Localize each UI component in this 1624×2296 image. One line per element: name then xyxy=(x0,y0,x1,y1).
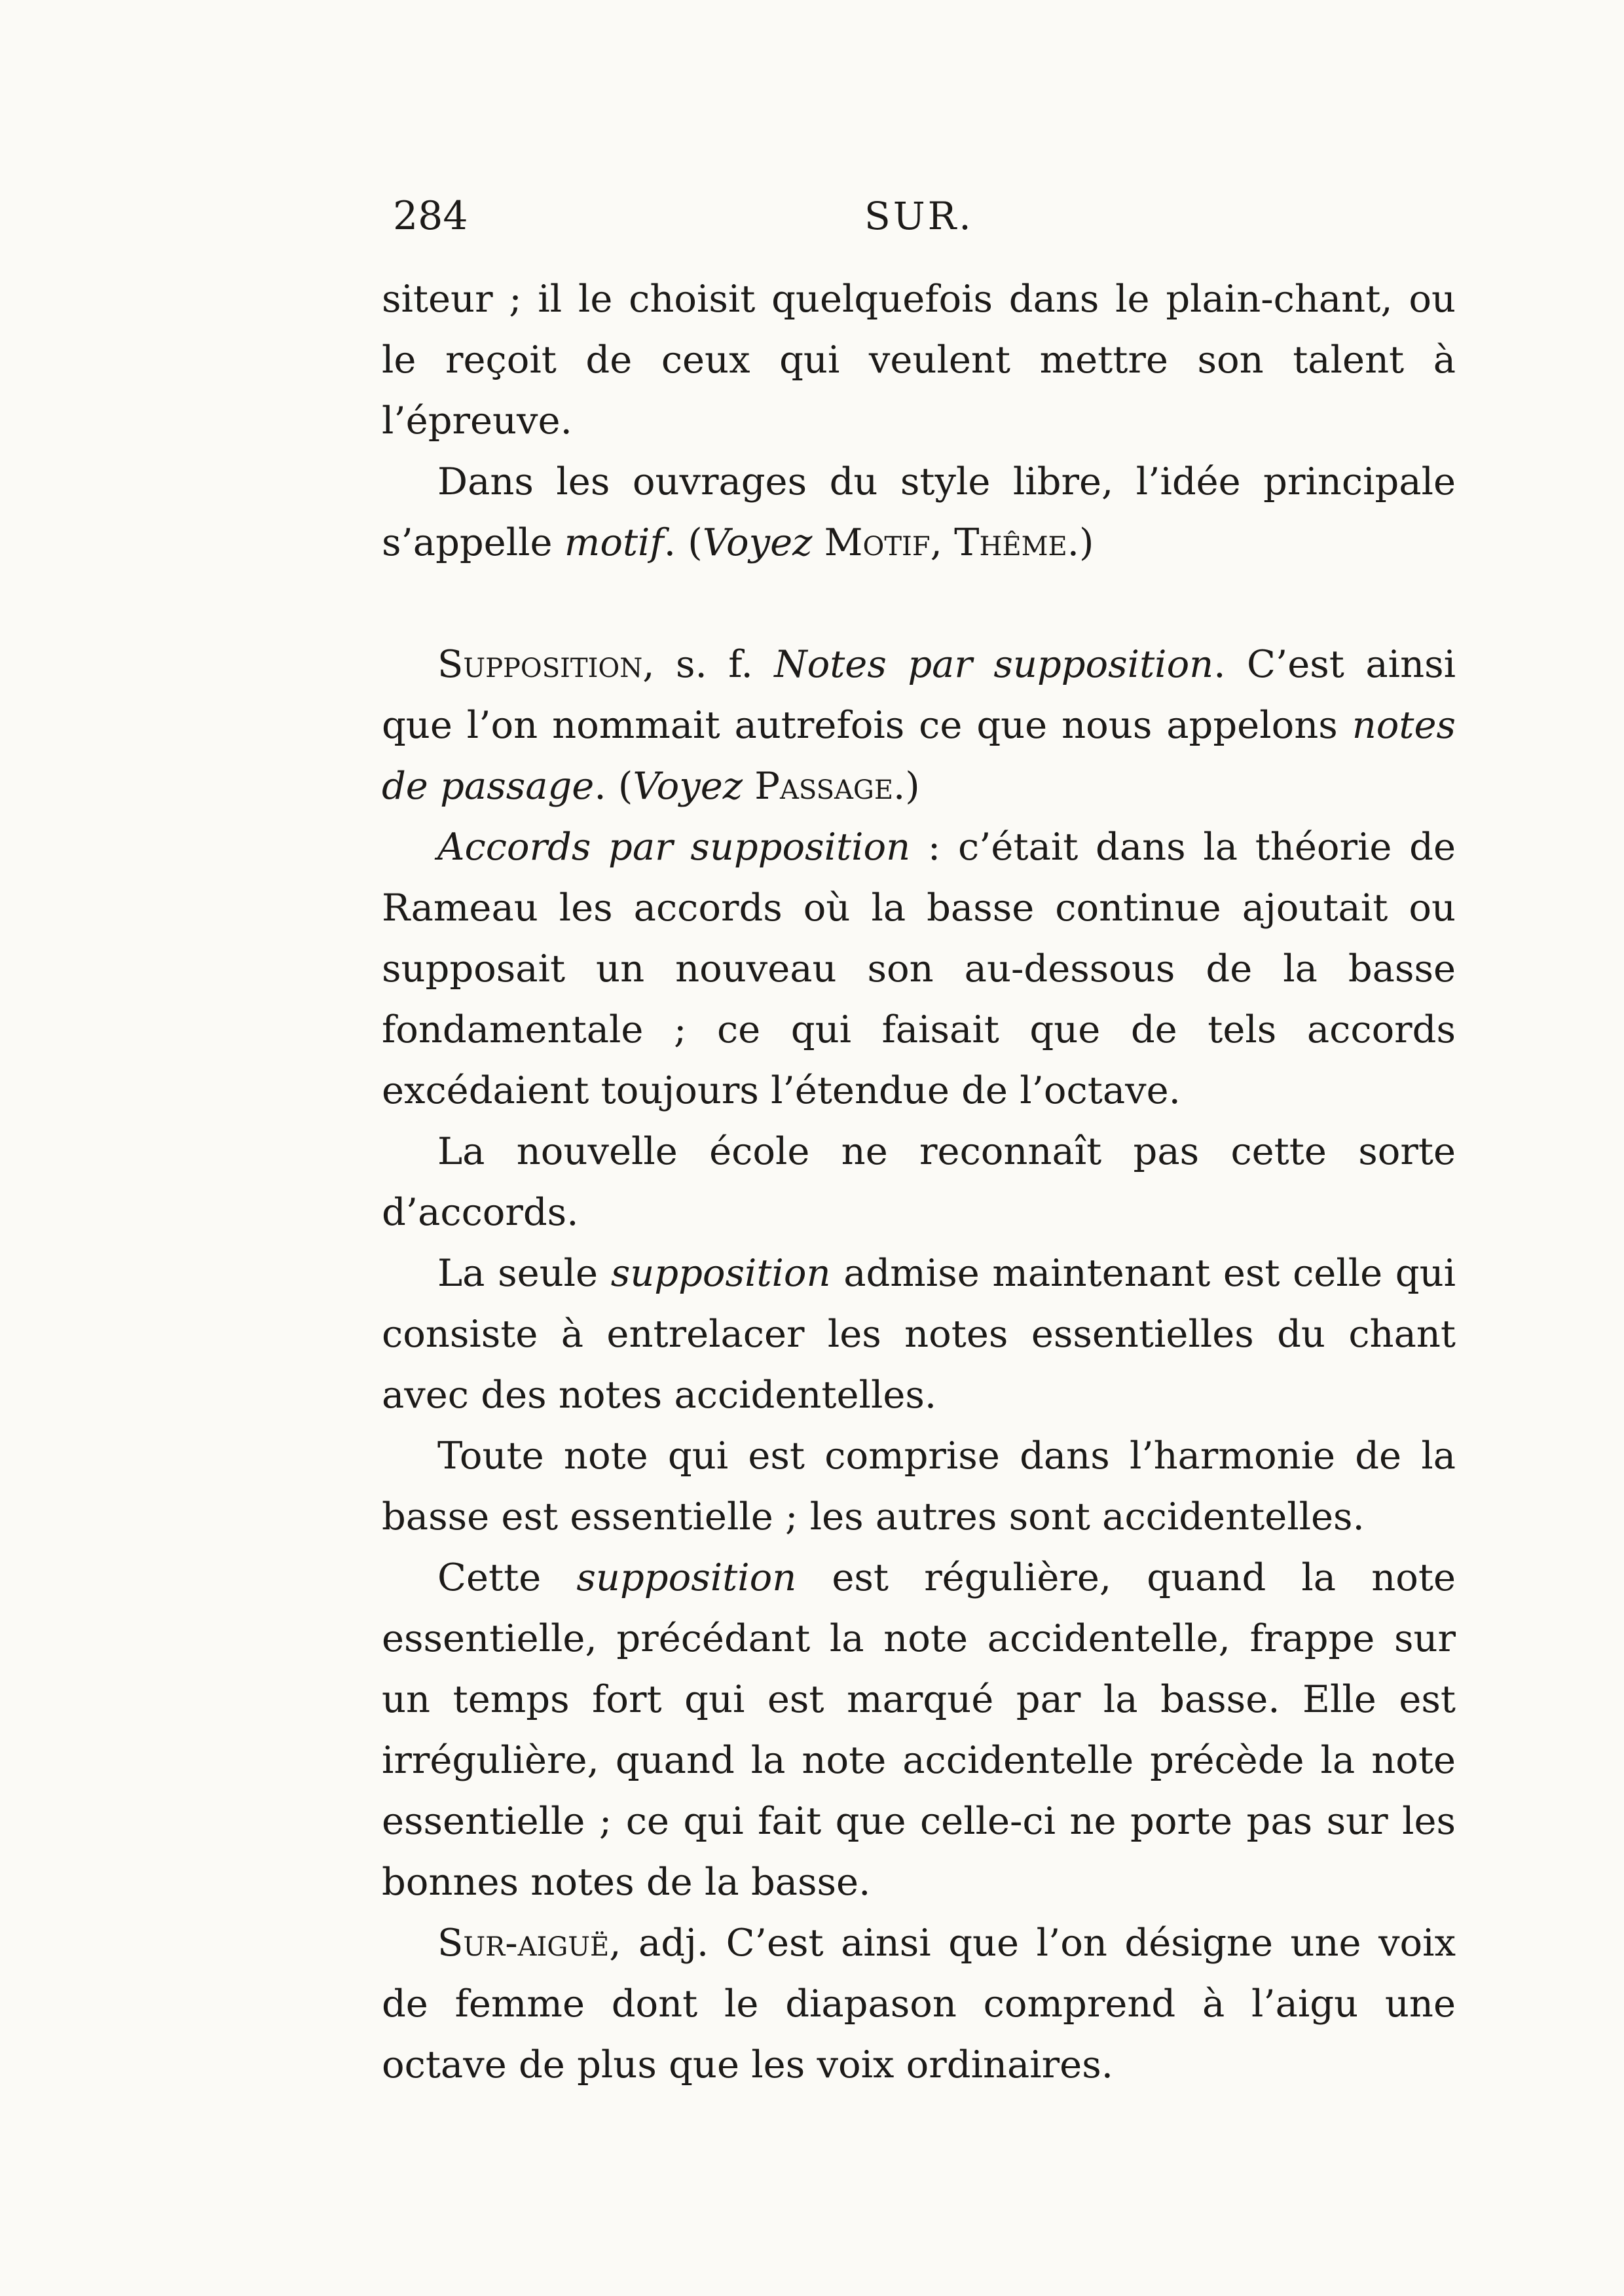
entry-supposition xyxy=(382,634,1456,816)
text-run: , s. f. xyxy=(642,642,775,686)
entry-sur-aigue xyxy=(382,1912,1456,2095)
text-run: est régulière, quand la note essentielle, précédant la note accidentelle, frappe sur un temps fort qui est marqué par la basse. Elle est irrégulière, quand la note accidentelle précède la note essentielle ; ce qui fait que celle-ci ne porte pas sur les bonnes notes de la basse. xyxy=(382,1556,1456,1904)
cross-reference: Thême xyxy=(954,520,1067,564)
paragraph-continuation: siteur ; il le choisit quelquefois dans le plain-chant, ou le reçoit de ceux qui veulent mettre son talent à l’épreuve. xyxy=(382,277,1456,443)
text-run: . ( xyxy=(663,520,703,564)
paragraph xyxy=(382,1547,1456,1912)
entry-headword: Supposition xyxy=(437,642,643,686)
page-header xyxy=(393,187,1454,246)
paragraph xyxy=(382,1243,1456,1425)
text-run: .) xyxy=(893,764,920,808)
text-run: . ( xyxy=(594,764,633,808)
italic-term: Accords par supposition xyxy=(437,825,911,869)
text-run: . C’est ainsi que l’on nommait autrefois ce que nous appelons xyxy=(382,642,1456,747)
paragraph-accords xyxy=(382,816,1456,1121)
running-head: SUR. xyxy=(864,194,974,238)
italic-term: motif xyxy=(564,520,664,564)
text-run: La seule xyxy=(437,1251,611,1295)
cross-reference: Motif xyxy=(824,520,931,564)
paragraph: Toute note qui est comprise dans l’harmonie de la basse est essentielle ; les autres sont accidentelles. xyxy=(382,1434,1456,1539)
text-run: Cette xyxy=(437,1556,577,1599)
text-run xyxy=(743,764,754,808)
text-run: admise maintenant est celle qui consiste à entrelacer les notes essentielles du chant avec des notes accidentelles. xyxy=(382,1251,1456,1417)
italic-term: notes de passage xyxy=(382,703,1456,808)
text-run: .) xyxy=(1067,520,1094,564)
text-run: , adj. C’est ainsi que l’on désigne une voix de femme dont le diapason comprend à l’aigu une octave de plus que les voix ordinaires. xyxy=(382,1921,1456,2086)
entry-headword: Sur-aiguë xyxy=(437,1921,610,1965)
body-text xyxy=(382,268,1456,2095)
text-run: : c’était dans la théorie de Rameau les accords où la basse continue ajoutait ou supposait un nouveau son au-dessous de la basse fondamentale ; ce qui faisait que de tels accords excédaient toujours l’étendue de l’octave. xyxy=(382,825,1456,1112)
text-run: Dans les ouvrages du style libre, l’idée principale s’appelle xyxy=(382,460,1456,564)
text-run: , xyxy=(930,520,955,564)
italic-voyez: Voyez xyxy=(633,764,743,808)
text-run xyxy=(812,520,824,564)
italic-term: Notes par supposition xyxy=(774,642,1214,686)
page-number: 284 xyxy=(393,193,468,239)
italic-voyez: Voyez xyxy=(702,520,813,564)
paragraph: La nouvelle école ne reconnaît pas cette sorte d’accords. xyxy=(382,1129,1456,1234)
cross-reference: Passage xyxy=(754,764,894,808)
italic-term: supposition xyxy=(576,1556,797,1599)
italic-term: supposition xyxy=(610,1251,831,1295)
paragraph-motif xyxy=(382,451,1456,573)
